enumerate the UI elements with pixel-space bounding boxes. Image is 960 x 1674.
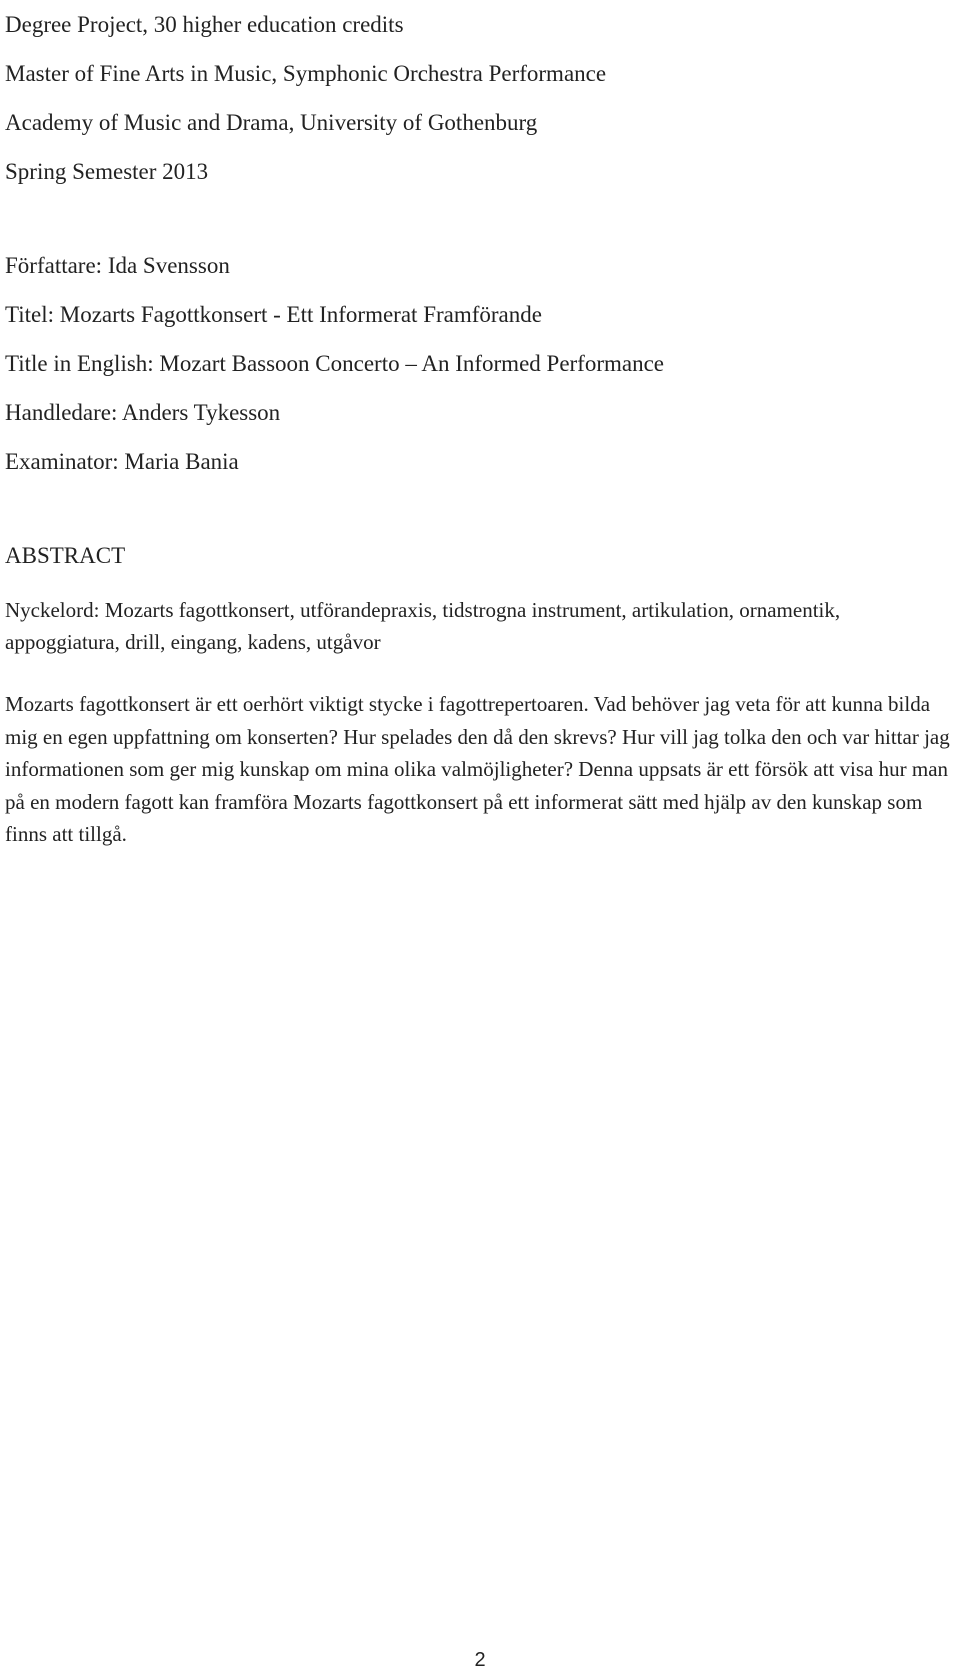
author-line: Författare: Ida Svensson [5,253,230,278]
title-english-line: Title in English: Mozart Bassoon Concerto – An Informed Performance [5,351,665,376]
program-line: Master of Fine Arts in Music, Symphonic Orchestra Performance [5,61,607,86]
document-page [5,0,955,872]
keywords-paragraph: Nyckelord: Mozarts fagottkonsert, utförandepraxis, tidstrogna instrument, artikulation, ornamentik, appoggiatura, drill, eingang, kadens, utgåvor [5,598,841,654]
page-number: 2 [474,1649,486,1671]
abstract-heading: ABSTRACT [5,543,126,568]
semester-line: Spring Semester 2013 [5,159,209,184]
abstract-body-paragraph: Mozarts fagottkonsert är ett oerhört viktigt stycke i fagottrepertoaren. Vad behöver jag veta för att kunna bilda mig en egen uppfattning om konserten? Hur spelades den då den skrevs? Hur vill jag tolka den och var hittar jag informationen som ger mig kunskap om mina olika valmöjligheter? Denna uppsats är ett försök att visa hur man på en modern fagott kan framföra Mozarts fagottkonsert på ett informerat sätt med hjälp av den kunskap som finns att tillgå. [5,692,950,846]
meta-block [5,241,955,486]
examiner-line: Examinator: Maria Bania [5,449,239,474]
institution-line: Academy of Music and Drama, University of Gothenburg [5,110,538,135]
title-swedish-line: Titel: Mozarts Fagottkonsert - Ett Informerat Framförande [5,302,542,327]
degree-line: Degree Project, 30 higher education credits [5,12,404,37]
header-block [5,0,955,196]
supervisor-line: Handledare: Anders Tykesson [5,400,281,425]
